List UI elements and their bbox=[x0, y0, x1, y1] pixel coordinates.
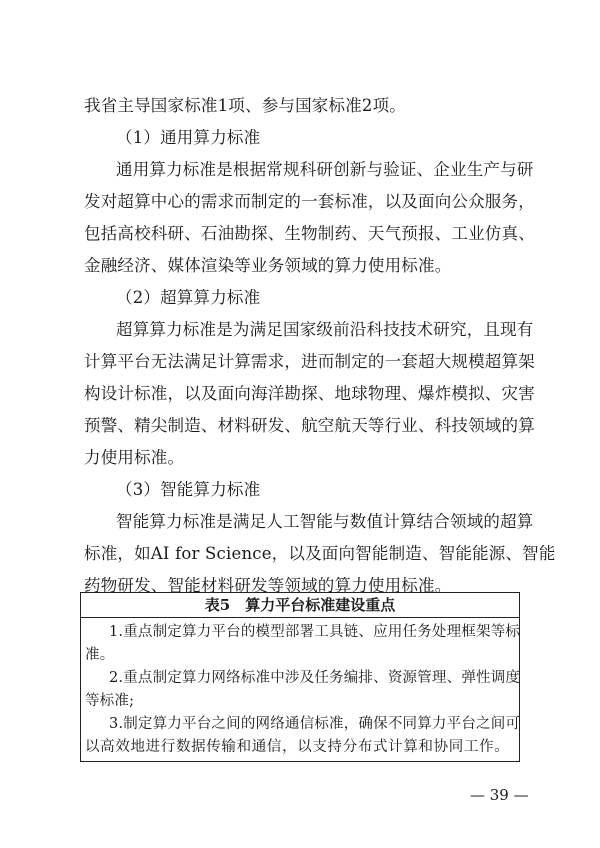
paragraph-line: 智能算力标准是满足人工智能与数值计算结合领域的超算 bbox=[116, 512, 534, 531]
standards-table bbox=[80, 592, 520, 762]
table-row: 2.重点制定算力网络标准中涉及任务编排、资源管理、弹性调度 bbox=[109, 670, 521, 686]
section-heading-general: （1）通用算力标准 bbox=[116, 128, 261, 147]
table-row: 以高效地进行数据传输和通信，以支持分布式计算和协同工作。 bbox=[85, 739, 509, 755]
paragraph-line: 通用算力标准是根据常规科研创新与验证、企业生产与研 bbox=[116, 160, 534, 179]
paragraph-line: 构设计标准，以及面向海洋勘探、地球物理、爆炸模拟、灾害 bbox=[84, 384, 535, 403]
paragraph-line: 我省主导国家标准1项、参与国家标准2项。 bbox=[84, 96, 406, 115]
table-row: 等标准; bbox=[85, 693, 135, 709]
paragraph-line: 预警、精尖制造、材料研发、航空航天等行业、科技领域的算 bbox=[84, 416, 535, 435]
page-number: — 39 — bbox=[470, 786, 529, 804]
paragraph-line: 金融经济、媒体渲染等业务领域的算力使用标准。 bbox=[84, 256, 452, 275]
paragraph-line: 药物研发、智能材料研发等领域的算力使用标准。 bbox=[84, 576, 452, 595]
paragraph-line: 超算算力标准是为满足国家级前沿科技技术研究，且现有 bbox=[116, 320, 534, 339]
paragraph-line: 标准，如AI for Science，以及面向智能制造、智能能源、智能 bbox=[84, 544, 556, 563]
paragraph-line: 力使用标准。 bbox=[84, 448, 185, 467]
paragraph-line: 计算平台无法满足计算需求，进而制定的一套超大规模超算架 bbox=[84, 352, 535, 371]
table-title: 表5 算力平台标准建设重点 bbox=[81, 593, 519, 618]
table-row: 1.重点制定算力平台的模型部署工具链、应用任务处理框架等标 bbox=[109, 624, 521, 640]
paragraph-line: 包括高校科研、石油勘探、生物制药、天气预报、工业仿真、 bbox=[84, 224, 535, 243]
section-heading-intelligent: （3）智能算力标准 bbox=[116, 480, 261, 499]
table-row: 3.制定算力平台之间的网络通信标准，确保不同算力平台之间可 bbox=[109, 716, 521, 732]
table-row: 准。 bbox=[85, 647, 115, 663]
section-heading-supercomputing: （2）超算算力标准 bbox=[116, 288, 261, 307]
paragraph-line: 发对超算中心的需求而制定的一套标准，以及面向公众服务， bbox=[84, 192, 535, 211]
